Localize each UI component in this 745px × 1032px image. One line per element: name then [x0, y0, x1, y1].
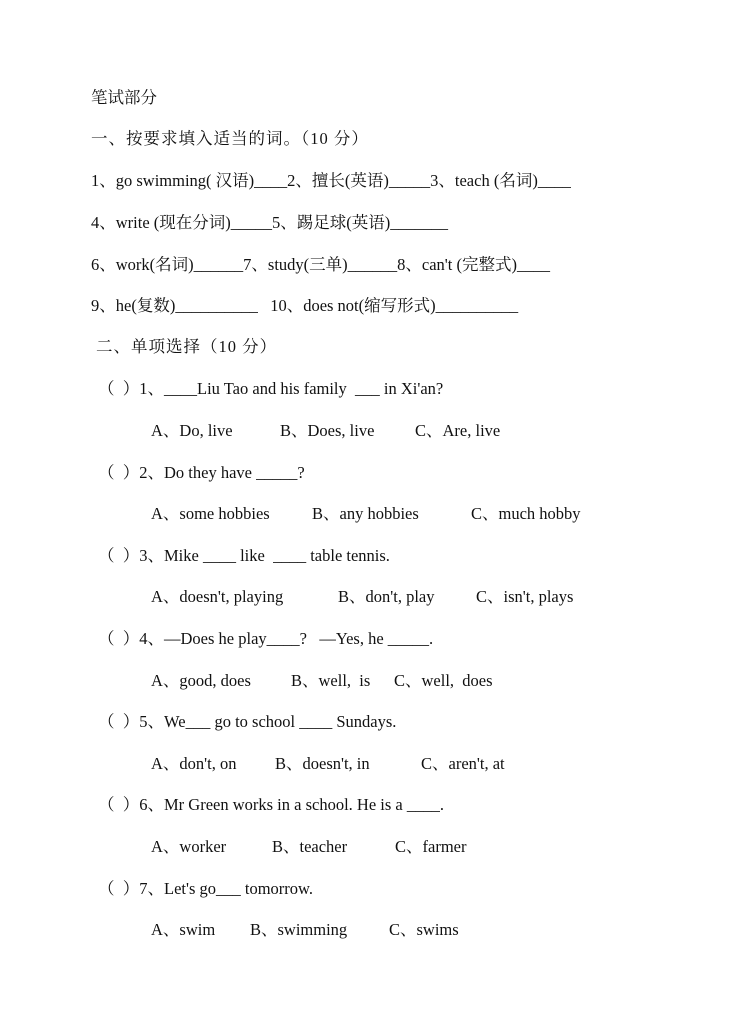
- question-6-option-b: B、teacher: [272, 837, 348, 856]
- question-3-option-b: B、don't, play: [338, 587, 435, 606]
- question-7-option-c: C、swims: [389, 920, 459, 939]
- question-2-option-a: A、some hobbies: [151, 504, 270, 523]
- question-7-option-b: B、swimming: [250, 920, 348, 939]
- question-6: （ ）6、Mr Green works in a school. He is a ____.: [98, 795, 444, 814]
- question-1-option-b: B、Does, live: [280, 421, 375, 440]
- question-6-option-a: A、worker: [151, 837, 227, 856]
- question-4-option-b: B、well, is: [291, 671, 371, 690]
- question-2: （ ）2、Do they have _____?: [98, 463, 305, 482]
- fill-line-4: 9、he(复数)__________ 10、does not(缩写形式)__________: [91, 296, 519, 315]
- question-1-option-c: C、Are, live: [415, 421, 501, 440]
- page-heading: 笔试部分: [91, 88, 157, 107]
- question-2-option-c: C、much hobby: [471, 504, 581, 523]
- question-7: （ ）7、Let's go___ tomorrow.: [98, 879, 314, 898]
- question-5-option-a: A、don't, on: [151, 754, 237, 773]
- fill-line-3: 6、work(名词)______7、study(三单)______8、can't (完整式)____: [91, 255, 550, 274]
- question-5: （ ）5、We___ go to school ____ Sundays.: [98, 712, 397, 731]
- section-1-title: 一、按要求填入适当的词。（10 分）: [91, 129, 369, 148]
- question-2-option-b: B、any hobbies: [312, 504, 419, 523]
- question-7-option-a: A、swim: [151, 920, 216, 939]
- question-6-option-c: C、farmer: [395, 837, 467, 856]
- question-5-option-b: B、doesn't, in: [275, 754, 370, 773]
- question-1-option-a: A、Do, live: [151, 421, 233, 440]
- question-3-option-c: C、isn't, plays: [476, 587, 574, 606]
- question-3-option-a: A、doesn't, playing: [151, 587, 284, 606]
- question-1: （ ）1、____Liu Tao and his family ___ in Xi'an?: [98, 379, 444, 398]
- question-5-option-c: C、aren't, at: [421, 754, 505, 773]
- fill-line-1: 1、go swimming( 汉语)____2、擅长(英语)_____3、teach (名词)____: [91, 171, 571, 190]
- question-4-option-a: A、good, does: [151, 671, 251, 690]
- question-4: （ ）4、—Does he play____? —Yes, he _____.: [98, 629, 434, 648]
- fill-line-2: 4、write (现在分词)_____5、踢足球(英语)_______: [91, 213, 449, 232]
- question-4-option-c: C、well, does: [394, 671, 493, 690]
- question-3: （ ）3、Mike ____ like ____ table tennis.: [98, 546, 390, 565]
- section-2-title: 二、单项选择（10 分）: [96, 337, 278, 356]
